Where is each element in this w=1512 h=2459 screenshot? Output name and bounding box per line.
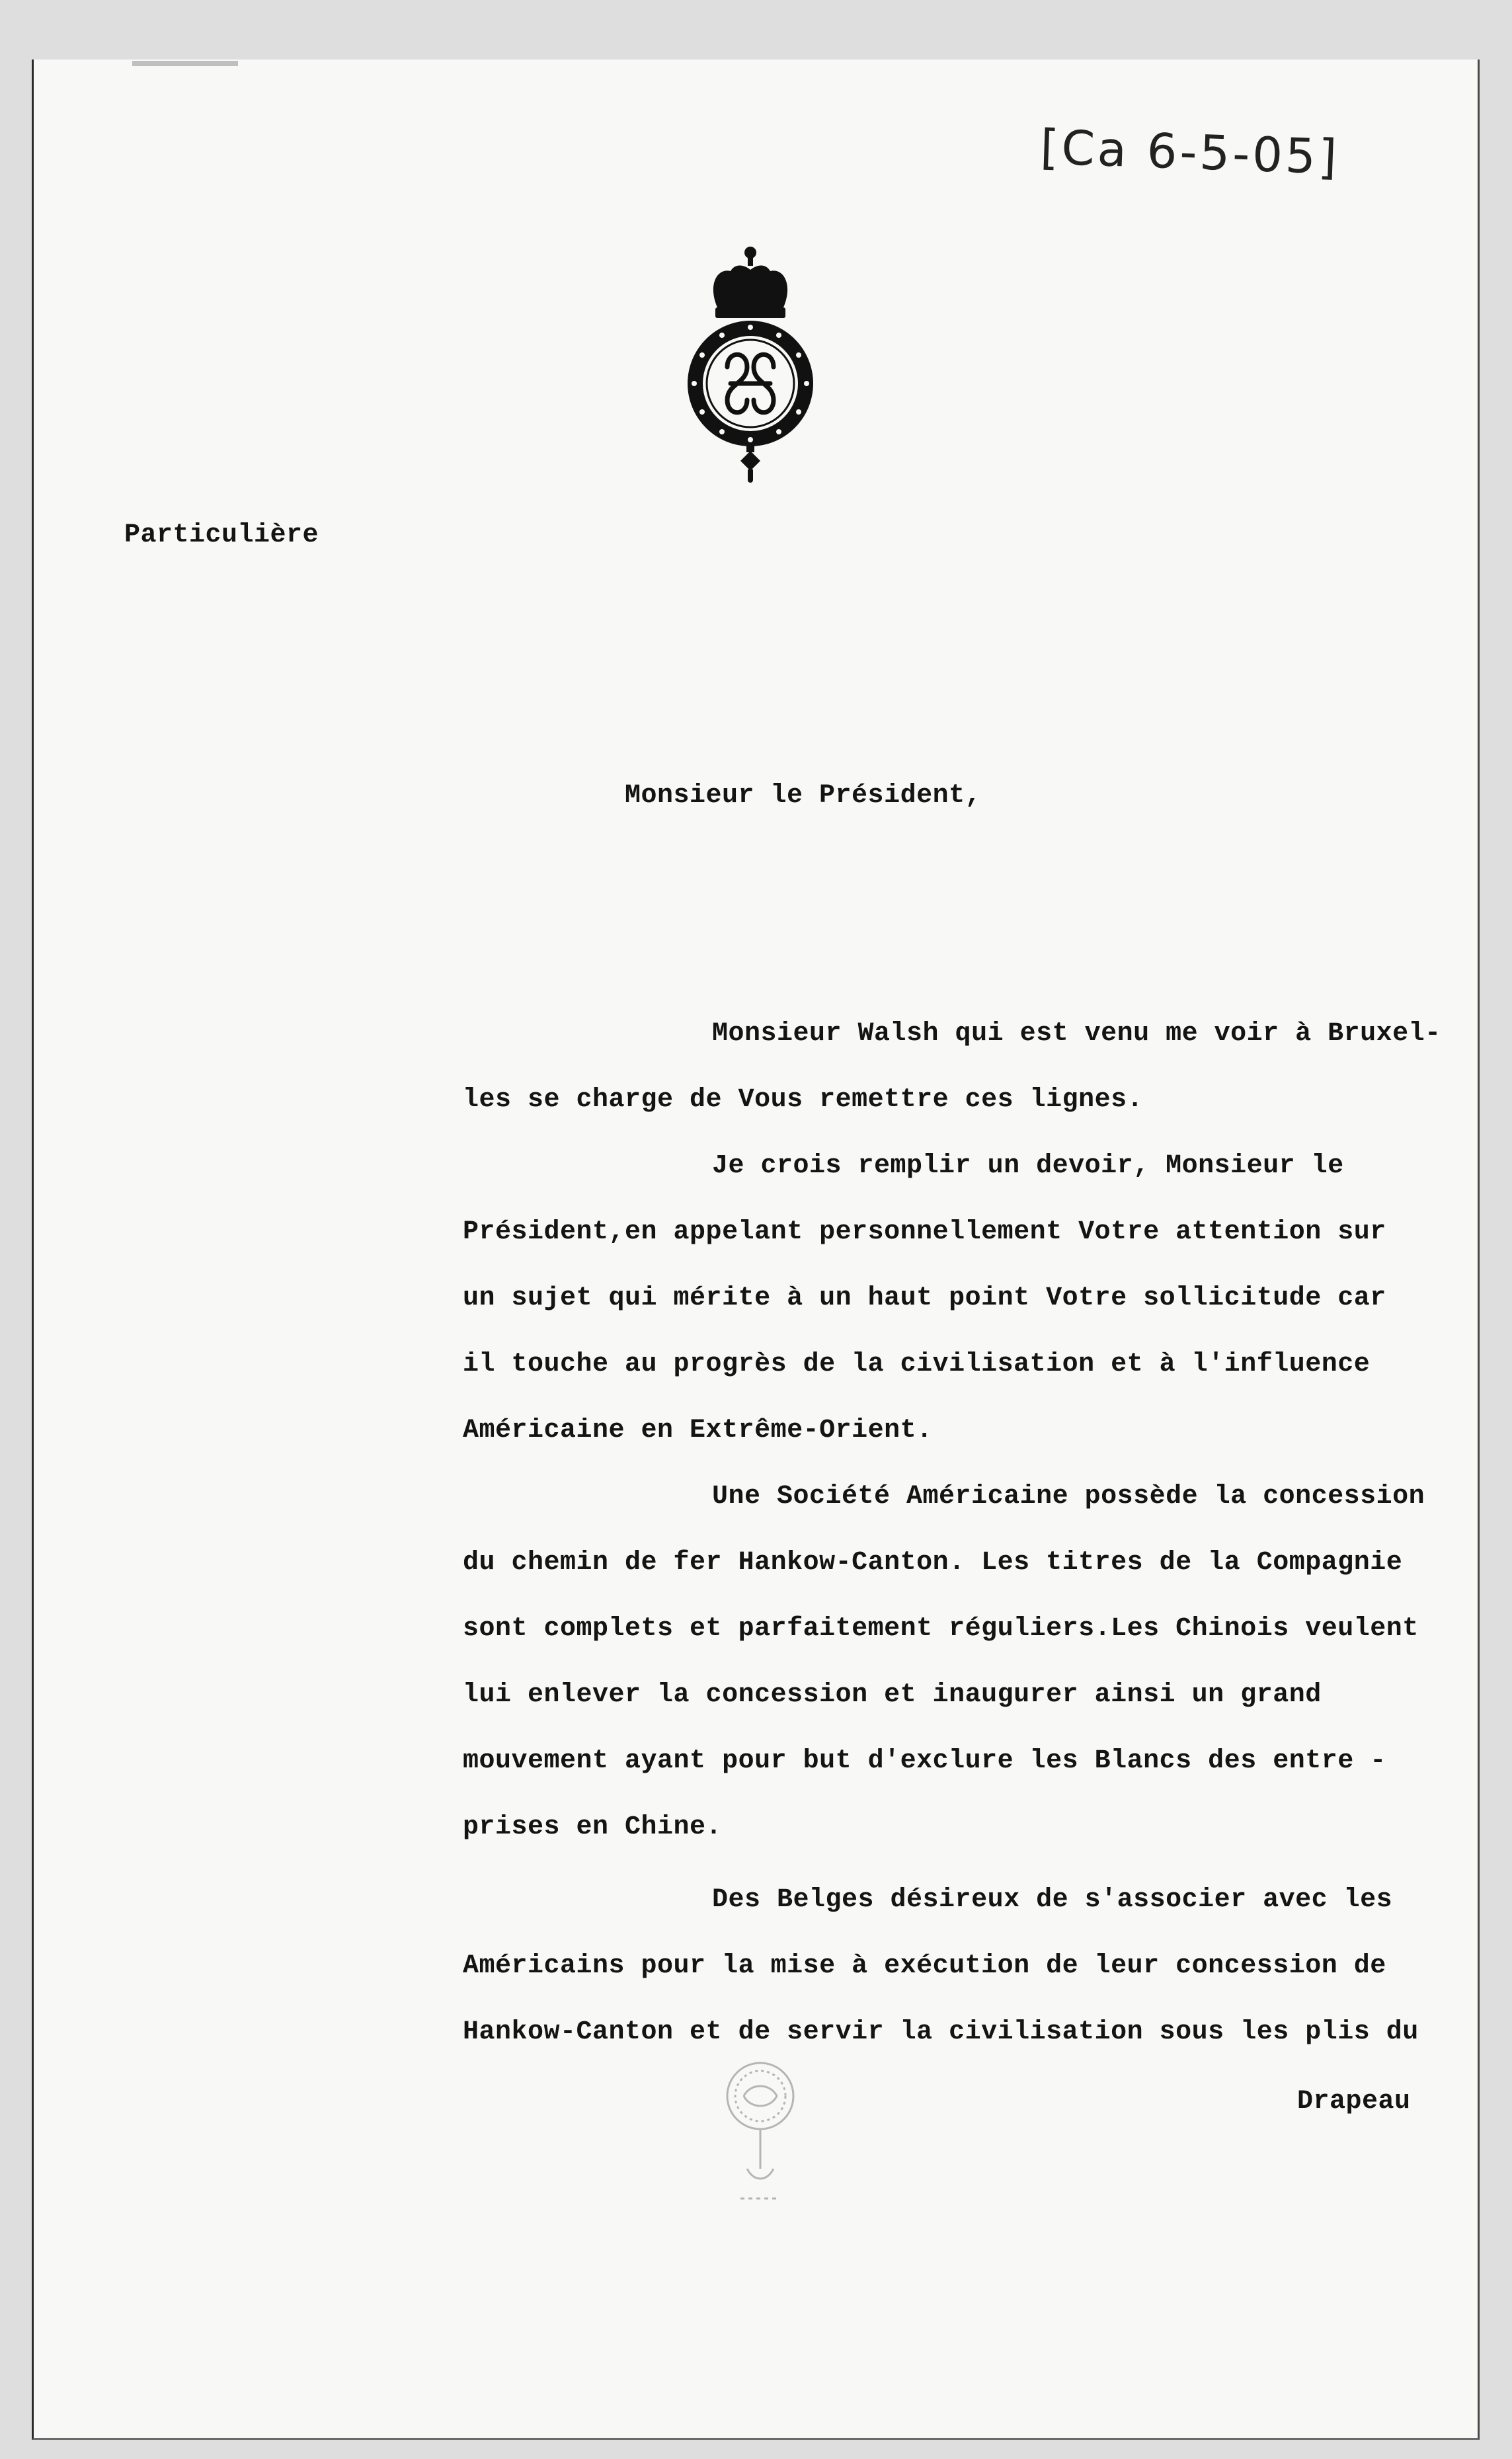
body-line: Une Société Américaine possède la concession	[712, 1482, 1425, 1512]
salutation: Monsieur le Président,	[625, 781, 982, 811]
body-line: il touche au progrès de la civilisation et à l'influence	[463, 1350, 1371, 1379]
body-line: Je crois remplir un devoir, Monsieur le	[712, 1151, 1344, 1181]
body-line: Américains pour la mise à exécution de leur concession de	[463, 1951, 1386, 1981]
archive-reference: [Ca 6-5-05]	[1039, 119, 1341, 185]
archive-stamp-icon	[711, 2056, 810, 2222]
body-line: un sujet qui mérite à un haut point Votre sollicitude car	[463, 1283, 1386, 1313]
body-line: Des Belges désireux de s'associer avec les	[712, 1885, 1393, 1915]
body-line: les se charge de Vous remettre ces lignes.	[463, 1085, 1144, 1115]
body-line: Président,en appelant personnellement Votre attention sur	[463, 1217, 1386, 1247]
body-line: du chemin de fer Hankow-Canton. Les titres de la Compagnie	[463, 1548, 1403, 1578]
body-line: mouvement ayant pour but d'exclure les Blancs des entre -	[463, 1746, 1386, 1776]
catchword: Drapeau	[1297, 2087, 1411, 2116]
body-line: lui enlever la concession et inaugurer ainsi un grand	[463, 1680, 1322, 1710]
top-edge-mark	[132, 61, 238, 66]
body-line: Américaine en Extrême-Orient.	[463, 1416, 933, 1445]
royal-crest-icon	[681, 245, 820, 483]
body-line: prises en Chine.	[463, 1812, 723, 1842]
body-line: Hankow-Canton et de servir la civilisation sous les plis du	[463, 2017, 1419, 2047]
marking-label: Particulière	[124, 520, 319, 550]
body-line: sont complets et parfaitement réguliers.Les Chinois veulent	[463, 1614, 1419, 1644]
body-line: Monsieur Walsh qui est venu me voir à Bruxel-	[712, 1019, 1441, 1049]
